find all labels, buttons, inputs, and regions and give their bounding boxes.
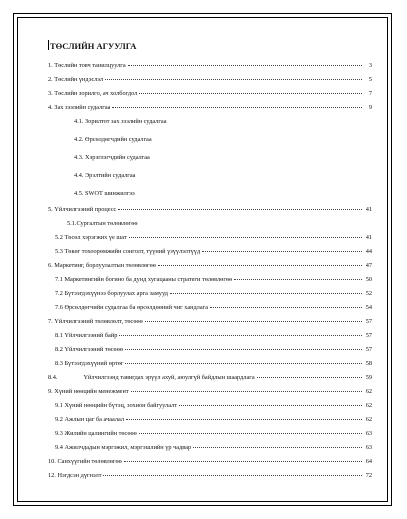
toc-entry-label: 7.1 Маркетингийн богино ба дунд хугацааны стратеги төлөвлөгөө bbox=[55, 276, 233, 283]
toc-page-number: 3 bbox=[368, 62, 372, 69]
dot-leader bbox=[131, 391, 362, 392]
toc-page-number: 57 bbox=[365, 318, 372, 325]
toc-entry[interactable] bbox=[48, 290, 372, 297]
toc-page-number: 59 bbox=[365, 374, 372, 381]
toc-page-number: 72 bbox=[365, 472, 372, 479]
toc-entry-label: 4.3. Хэрэглэгчдийн судалгаа bbox=[74, 154, 150, 161]
dot-leader bbox=[179, 405, 362, 406]
toc-entry-label: 4.2. Өрсөлдөгчдийн судалгаа bbox=[74, 136, 152, 143]
toc-page-number: 62 bbox=[365, 402, 372, 409]
dot-leader bbox=[193, 447, 362, 448]
toc-entry[interactable] bbox=[48, 90, 372, 97]
toc-page-number: 41 bbox=[365, 234, 372, 241]
document-body bbox=[48, 40, 372, 479]
dot-leader bbox=[128, 65, 362, 66]
toc-page-number: 57 bbox=[365, 332, 372, 339]
table-of-contents bbox=[48, 62, 372, 479]
dot-leader bbox=[118, 209, 362, 210]
toc-entry-label: 7. Үйлчилгээний төлөвлөлт, төсөөө bbox=[48, 318, 143, 325]
toc-entry-label: 4.5. SWOT шинжилгээ bbox=[74, 190, 135, 197]
dot-leader bbox=[158, 265, 362, 266]
toc-entry[interactable] bbox=[48, 190, 372, 197]
toc-entry[interactable] bbox=[48, 458, 372, 465]
toc-entry-label: Үйлчилгээнд тавигдах эрүүл ахуй, аюулгүй байдлын шаардлага bbox=[83, 374, 255, 381]
toc-entry-label: 9.1 Хүний нөөцийн бүтэц, зохион байгуулалт bbox=[55, 402, 177, 409]
toc-entry[interactable] bbox=[48, 248, 372, 255]
toc-entry[interactable] bbox=[48, 360, 372, 367]
toc-page-number: 62 bbox=[365, 416, 372, 423]
dot-leader bbox=[124, 461, 362, 462]
toc-entry[interactable] bbox=[48, 136, 372, 143]
toc-entry-label: 5.2 Төсөл хэрэгжих үе шат bbox=[55, 234, 127, 241]
toc-entry[interactable] bbox=[48, 430, 372, 437]
toc-entry-label: 10. Санхүүгийн төлөвлөгөө bbox=[48, 458, 122, 465]
toc-entry-label: 4. Зах зээлийн судалгаа bbox=[48, 104, 111, 111]
toc-entry[interactable] bbox=[48, 220, 372, 227]
toc-page-number: 52 bbox=[365, 290, 372, 297]
toc-page-number: 41 bbox=[365, 206, 372, 213]
dot-leader bbox=[170, 293, 362, 294]
toc-page-number: 54 bbox=[365, 304, 372, 311]
dot-leader bbox=[126, 419, 362, 420]
toc-entry-label: 9.3 Жилийн цалингийн төсөөө bbox=[55, 430, 137, 437]
toc-entry[interactable] bbox=[48, 206, 372, 213]
dot-leader bbox=[145, 321, 362, 322]
toc-entry[interactable] bbox=[48, 388, 372, 395]
toc-page-number: 44 bbox=[365, 248, 372, 255]
toc-entry-label: 1. Төслийн товч танилцуулга bbox=[48, 62, 126, 69]
toc-entry[interactable] bbox=[48, 172, 372, 179]
dot-leader bbox=[202, 251, 362, 252]
toc-page-number: 63 bbox=[365, 430, 372, 437]
dot-leader bbox=[125, 349, 362, 350]
dot-leader bbox=[105, 79, 362, 80]
dot-leader bbox=[234, 279, 362, 280]
toc-entry-label: 7.6 Өрсөлдөгчийн судалгаа ба өрсөлдөөний чиг хандлага bbox=[55, 304, 209, 311]
toc-entry-label: 3. Төслийн зорилго, ач холбогдол bbox=[48, 90, 138, 97]
toc-entry-label: 12. Нэгдсэн дүгнэлт bbox=[48, 472, 102, 479]
toc-entry[interactable] bbox=[48, 416, 372, 423]
dot-leader bbox=[112, 107, 362, 108]
toc-entry-label: 8.3 Бүтээгдэхүүний өртөг bbox=[55, 360, 124, 367]
toc-page-number: 5 bbox=[368, 76, 372, 83]
dot-leader bbox=[125, 363, 362, 364]
toc-entry[interactable] bbox=[48, 318, 372, 325]
toc-entry[interactable] bbox=[48, 76, 372, 83]
toc-entry[interactable] bbox=[48, 444, 372, 451]
toc-page-number: 63 bbox=[365, 444, 372, 451]
toc-entry[interactable] bbox=[48, 332, 372, 339]
dot-leader bbox=[139, 93, 362, 94]
toc-page-number: 9 bbox=[368, 104, 372, 111]
dot-leader bbox=[257, 377, 362, 378]
toc-entry-label: 5.1.Сургалтын төлөвлөгөө bbox=[67, 220, 138, 227]
toc-entry[interactable] bbox=[48, 234, 372, 241]
toc-entry-label: 8.2 Үйлчилгээний төсөөө bbox=[55, 346, 123, 353]
text-cursor bbox=[48, 40, 49, 50]
toc-page-number: 50 bbox=[365, 276, 372, 283]
toc-entry[interactable] bbox=[48, 118, 372, 125]
title-text: ТӨСЛИЙН АГУУЛГА bbox=[50, 41, 137, 51]
toc-page-number: 62 bbox=[365, 388, 372, 395]
toc-entry-label: 5.3 Төкөг тохоорөмжийн сонголт, түүний үзүүлэлтүүд bbox=[55, 248, 201, 255]
toc-entry[interactable] bbox=[48, 154, 372, 161]
toc-entry-label: 6. Маркетинг, борлуулалтын төлөвлөгөө bbox=[48, 262, 156, 269]
toc-entry[interactable] bbox=[48, 104, 372, 111]
toc-entry-number: 8.4. bbox=[48, 374, 58, 381]
dot-leader bbox=[103, 475, 362, 476]
toc-page-number: 58 bbox=[365, 360, 372, 367]
document-title bbox=[48, 40, 372, 52]
toc-entry-label: 9.4 Ажилчдадын мэргэжил, мэргэшлийн үр чадвар bbox=[55, 444, 192, 451]
dot-leader bbox=[119, 335, 362, 336]
toc-entry[interactable] bbox=[48, 262, 372, 269]
toc-entry[interactable] bbox=[48, 276, 372, 283]
toc-entry-label: 9. Хүний нөөцийн менежмент bbox=[48, 388, 129, 395]
toc-entry-label: 8.1 Үйлчилгээний байр bbox=[55, 332, 118, 339]
toc-entry-label: 2. Төслийн үндэслэл bbox=[48, 76, 104, 83]
toc-entry-label: 4.1. Зорилтот зах зээлийн судалгаа bbox=[74, 118, 167, 125]
dot-leader bbox=[129, 237, 362, 238]
toc-entry-label: 7.2 Бүтээгдэхүүнээ борлуулах арга замууд bbox=[55, 290, 168, 297]
toc-entry-label: 9.2 Ажлын цаг ба ачаалал bbox=[55, 416, 125, 423]
toc-entry-label: 4.4. Эрэлтийн судалгаа bbox=[74, 172, 136, 179]
toc-entry[interactable] bbox=[48, 374, 372, 381]
toc-page-number: 57 bbox=[365, 346, 372, 353]
toc-entry[interactable] bbox=[48, 472, 372, 479]
toc-entry[interactable] bbox=[48, 346, 372, 353]
toc-entry[interactable] bbox=[48, 62, 372, 69]
toc-page-number: 47 bbox=[365, 262, 372, 269]
toc-page-number: 64 bbox=[365, 458, 372, 465]
dot-leader bbox=[210, 307, 362, 308]
dot-leader bbox=[139, 433, 362, 434]
toc-entry-label: 5. Үйлчилгээний процесс bbox=[48, 206, 117, 213]
toc-entry[interactable] bbox=[48, 304, 372, 311]
toc-page-number: 7 bbox=[368, 90, 372, 97]
toc-entry[interactable] bbox=[48, 402, 372, 409]
